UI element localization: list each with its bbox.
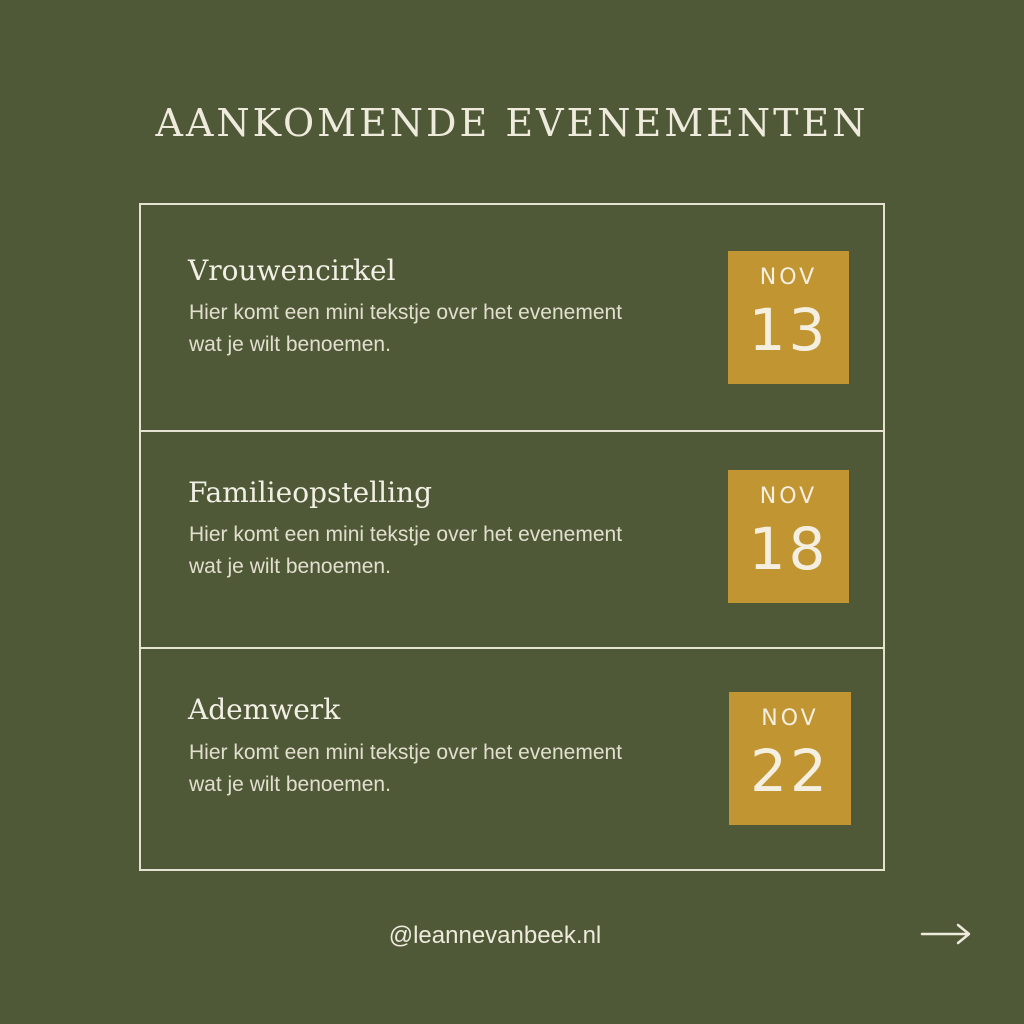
date-day: 18 bbox=[748, 515, 829, 583]
event-item-familieopstelling bbox=[141, 430, 883, 647]
date-month: NOV bbox=[759, 484, 818, 509]
event-item-ademwerk bbox=[141, 647, 883, 869]
event-title: Familieopstelling bbox=[188, 476, 433, 509]
event-description: Hier komt een mini tekstje over het evenement wat je wilt benoemen. bbox=[189, 301, 623, 356]
event-title: Vrouwencirkel bbox=[188, 254, 396, 287]
arrow-right-icon[interactable] bbox=[920, 920, 972, 948]
date-day: 22 bbox=[750, 737, 830, 805]
event-title: Ademwerk bbox=[188, 693, 341, 726]
date-month: NOV bbox=[761, 706, 819, 731]
date-badge bbox=[728, 470, 849, 603]
social-handle: @leannevanbeek.nl bbox=[388, 922, 602, 949]
page-title: AANKOMENDE EVENEMENTEN bbox=[155, 101, 869, 145]
event-description: Hier komt een mini tekstje over het evenement wat je wilt benoemen. bbox=[189, 741, 623, 796]
date-badge bbox=[728, 251, 849, 384]
date-badge bbox=[729, 692, 851, 825]
date-day: 13 bbox=[748, 296, 829, 364]
date-month: NOV bbox=[759, 265, 818, 290]
events-list bbox=[139, 203, 885, 871]
event-description: Hier komt een mini tekstje over het evenement wat je wilt benoemen. bbox=[189, 523, 623, 578]
event-item-vrouwencirkel bbox=[141, 205, 883, 430]
